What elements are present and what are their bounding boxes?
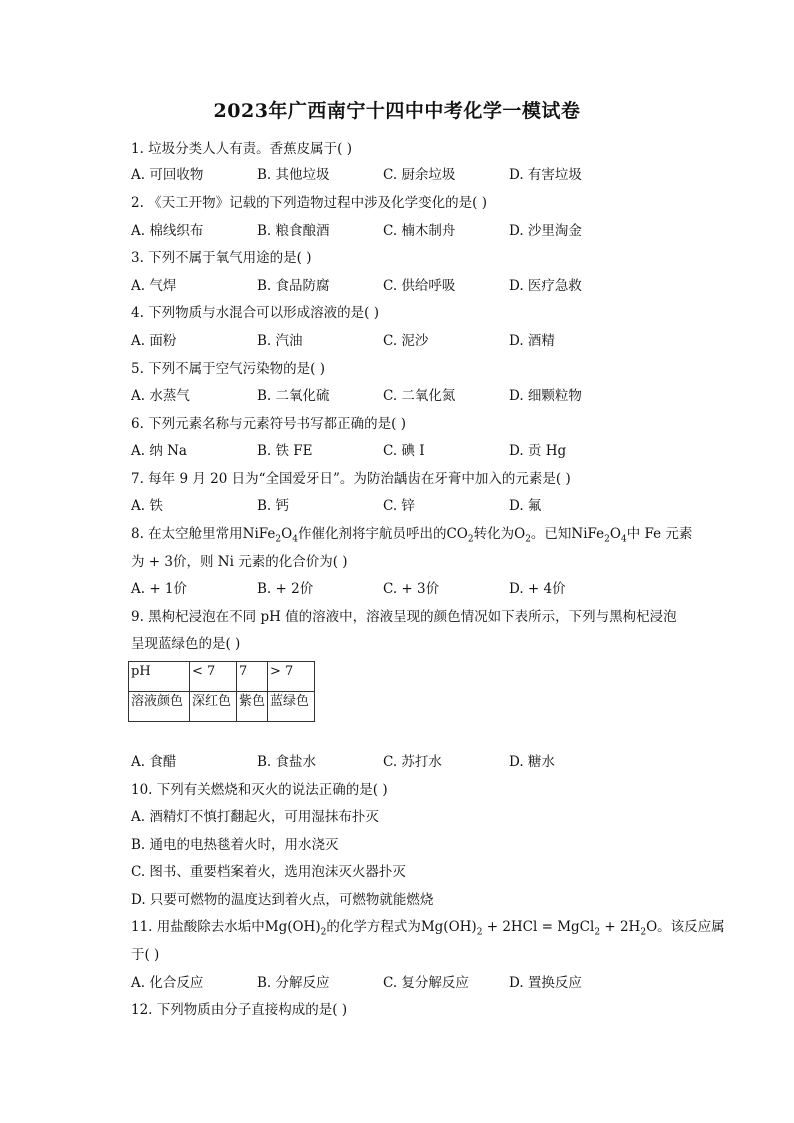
table-cell: 溶液颜色 (129, 692, 190, 722)
question-11-option-a: A. 化合反应 (131, 975, 204, 991)
question-3-stem: 3. 下列不属于氧气用途的是( ) (131, 250, 312, 266)
question-8-stem-line2: 为 + 3价，则 Ni 元素的化合价为( ) (131, 554, 348, 570)
ph-color-table (128, 661, 315, 722)
question-9-stem: 9. 黑枸杞浸泡在不同 pH 值的溶液中，溶液呈现的颜色情况如下表所示，下列与黑枸杞浸泡 (131, 609, 677, 625)
question-9-option-b: B. 食盐水 (257, 754, 317, 770)
question-7-stem: 7. 每年 9 月 20 日为“全国爱牙日”。为防治龋齿在牙膏中加入的元素是( ) (131, 471, 571, 487)
table-cell: > 7 (268, 662, 315, 692)
question-4-option-c: C. 泥沙 (383, 333, 429, 349)
question-4-stem: 4. 下列物质与水混合可以形成溶液的是( ) (131, 305, 379, 321)
question-1-option-d: D. 有害垃圾 (509, 167, 582, 183)
table-row (129, 692, 315, 722)
question-8-stem: 8. 在太空舱里常用$NiFe_2O_4$作催化剂将宇航员呼出的$CO_2$转化为$O_2$。已知$NiFe_2O_4$中 Fe 元素 (131, 526, 693, 545)
question-3-option-d: D. 医疗急救 (509, 278, 582, 294)
question-11-option-d: D. 置换反应 (509, 975, 582, 991)
question-7-option-a: A. 铁 (131, 498, 163, 514)
question-5-option-c: C. 二氧化氮 (383, 388, 456, 404)
question-5-option-a: A. 水蒸气 (131, 388, 190, 404)
table-cell: 蓝绿色 (268, 692, 315, 722)
question-2-option-a: A. 棉线织布 (131, 223, 204, 239)
question-1-option-a: A. 可回收物 (131, 167, 204, 183)
table-cell: 7 (237, 662, 268, 692)
table-cell: < 7 (190, 662, 237, 692)
question-11-option-c: C. 复分解反应 (383, 975, 469, 991)
question-5-stem: 5. 下列不属于空气污染物的是( ) (131, 361, 325, 377)
question-2-option-c: C. 楠木制舟 (383, 223, 456, 239)
question-11-option-b: B. 分解反应 (257, 975, 330, 991)
question-7-option-b: B. 钙 (257, 498, 290, 514)
table-cell: pH (129, 662, 190, 692)
question-8-option-a: A. + 1价 (131, 581, 188, 597)
question-11-stem: 11. 用盐酸除去水垢中$Mg(OH)_2$的化学方程式为$Mg(OH)_2 + 2HCl$ = MgCl$_2$ + $2H_2O$。该反应属 (131, 919, 725, 938)
table-row (129, 662, 315, 692)
question-9-option-d: D. 糖水 (509, 754, 555, 770)
question-4-option-b: B. 汽油 (257, 333, 303, 349)
question-7-option-d: D. 氟 (509, 498, 542, 514)
question-11-stem-line2: 于( ) (131, 947, 160, 963)
question-5-option-d: D. 细颗粒物 (509, 388, 582, 404)
question-3-option-a: A. 气焊 (131, 278, 177, 294)
question-6-option-a: A. 纳 Na (131, 443, 187, 459)
question-9-option-a: A. 食醋 (131, 754, 177, 770)
question-1-stem: 1. 垃圾分类人人有责。香蕉皮属于( ) (131, 141, 352, 157)
question-9-option-c: C. 苏打水 (383, 754, 442, 770)
question-1-option-b: B. 其他垃圾 (257, 167, 330, 183)
question-2-stem: 2. 《天工开物》记载的下列造物过程中涉及化学变化的是( ) (131, 195, 487, 211)
question-10-option-d: D. 只要可燃物的温度达到着火点，可燃物就能燃烧 (131, 892, 434, 908)
question-6-stem: 6. 下列元素名称与元素符号书写都正确的是( ) (131, 416, 406, 432)
question-8-option-b: B. + 2价 (257, 581, 314, 597)
question-10-option-c: C. 图书、重要档案着火，选用泡沫灭火器扑灭 (131, 864, 406, 880)
question-1-option-c: C. 厨余垃圾 (383, 167, 456, 183)
table-cell: 深红色 (190, 692, 237, 722)
question-3-option-c: C. 供给呼吸 (383, 278, 456, 294)
question-3-option-b: B. 食品防腐 (257, 278, 330, 294)
question-5-option-b: B. 二氧化硫 (257, 388, 330, 404)
question-8-option-c: C. + 3价 (383, 581, 440, 597)
question-2-option-b: B. 粮食酿酒 (257, 223, 330, 239)
question-7-option-c: C. 锌 (383, 498, 415, 514)
exam-title: 2023年广西南宁十四中中考化学一模试卷 (213, 100, 581, 122)
question-12-stem: 12. 下列物质由分子直接构成的是( ) (131, 1002, 348, 1018)
question-10-option-a: A. 酒精灯不慎打翻起火，可用湿抹布扑灭 (131, 809, 379, 825)
question-6-option-b: B. 铁 FE (257, 443, 313, 459)
question-2-option-d: D. 沙里淘金 (509, 223, 582, 239)
question-6-option-d: D. 贡 Hg (509, 443, 567, 459)
question-10-option-b: B. 通电的电热毯着火时，用水浇灭 (131, 837, 339, 853)
question-6-option-c: C. 碘 I (383, 443, 425, 459)
question-4-option-d: D. 酒精 (509, 333, 555, 349)
question-8-option-d: D. + 4价 (509, 581, 566, 597)
question-10-stem: 10. 下列有关燃烧和灭火的说法正确的是( ) (131, 782, 388, 798)
question-9-stem-line2: 呈现蓝绿色的是( ) (131, 636, 241, 652)
table-cell: 紫色 (237, 692, 268, 722)
question-4-option-a: A. 面粉 (131, 333, 177, 349)
